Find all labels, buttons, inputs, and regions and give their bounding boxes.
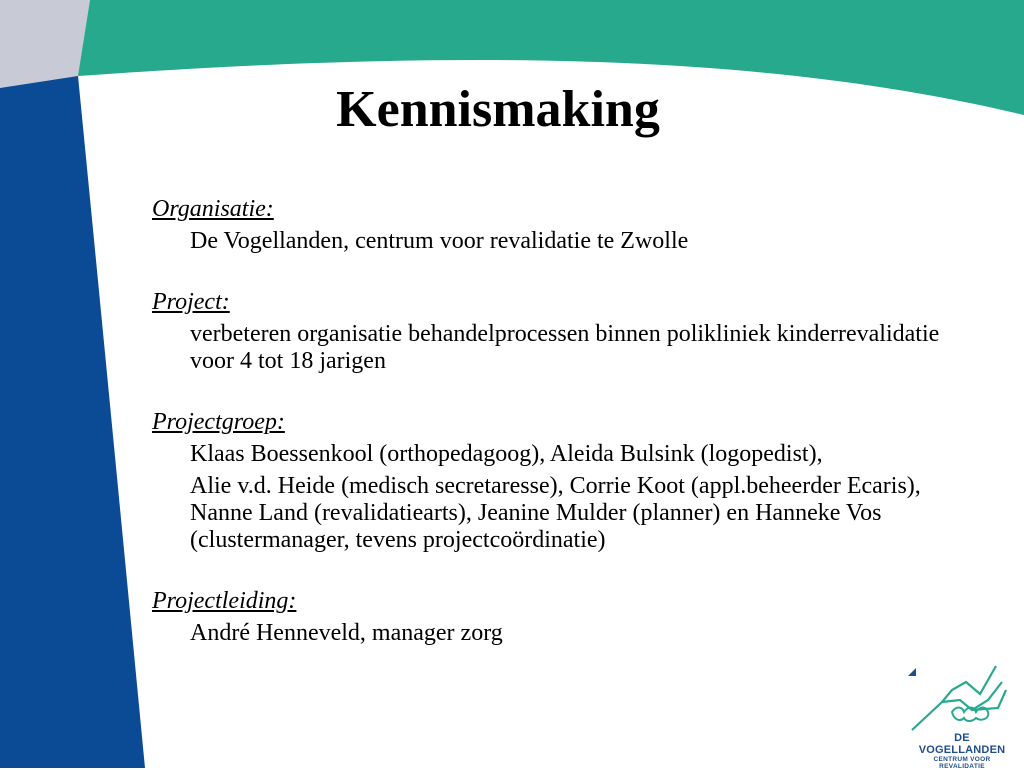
section-line: Alie v.d. Heide (medisch secretaresse), Corrie Koot (appl.beheerder Ecaris), Nanne Land (revalidatiearts), Jeanine Mulder (planner) en Hanneke Vos (clustermanager, tevens projectcoördinatie) [190, 473, 921, 553]
section-heading: Organisatie: [152, 196, 274, 222]
logo-subtitle: CENTRUM VOOR REVALIDATIE [933, 756, 991, 770]
section-heading: Projectgroep: [152, 409, 285, 435]
section-heading: Project: [152, 289, 230, 315]
section-projectgroep [152, 409, 972, 554]
section-heading: Projectleiding: [152, 588, 297, 614]
section-line: verbeteren organisatie behandelprocessen binnen polikliniek kinderrevalidatie voor 4 tot 18 jarigen [190, 321, 940, 374]
section-line: Klaas Boessenkool (orthopedagoog), Aleida Bulsink (logopedist), [190, 441, 823, 467]
section-line: De Vogellanden, centrum voor revalidatie te Zwolle [190, 228, 689, 254]
section-organisatie [152, 196, 972, 255]
slide-content [152, 196, 972, 647]
logo-name: DE VOGELLANDEN [918, 732, 1006, 756]
section-project [152, 289, 972, 375]
section-line: André Henneveld, manager zorg [190, 620, 503, 646]
slide-title [0, 80, 1000, 139]
section-projectleiding [152, 588, 972, 647]
logo [912, 732, 1012, 770]
slide-title-text: Kennismaking [336, 81, 660, 138]
